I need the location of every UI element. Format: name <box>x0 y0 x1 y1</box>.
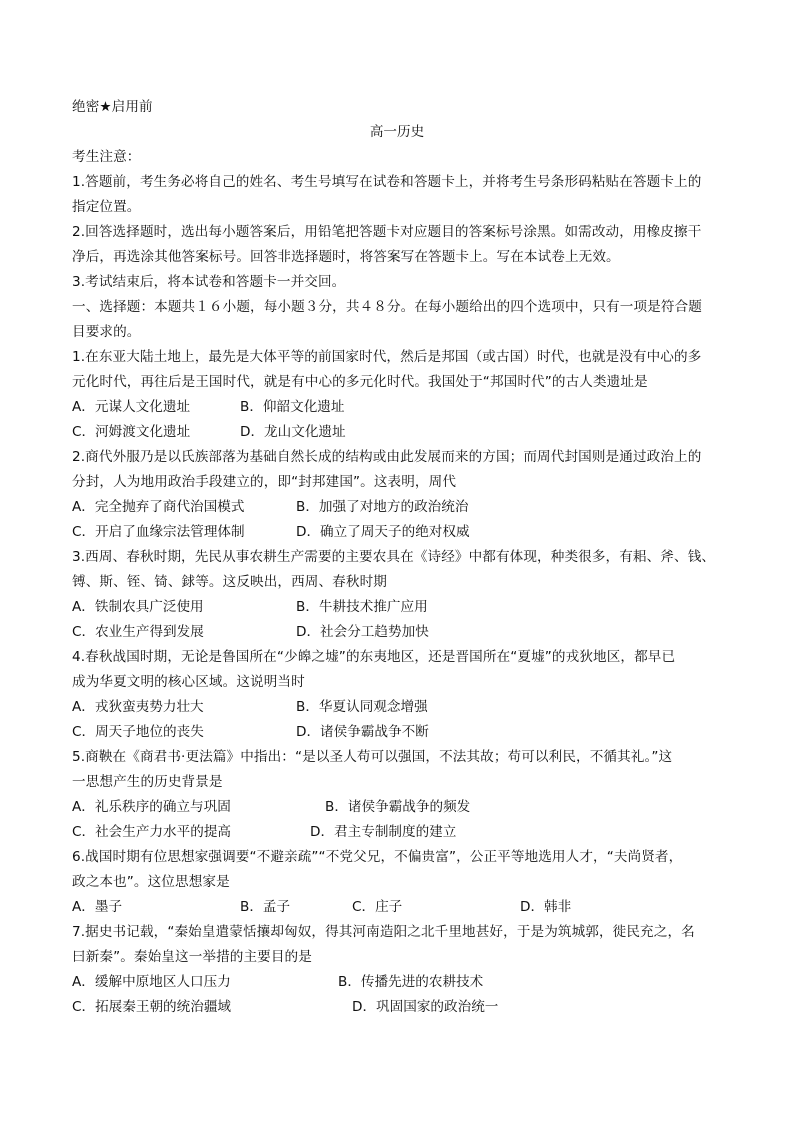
section-heading-line-1: 一、选择题：本题共１６小题，每小题３分，共４８分。在每小题给出的四个选项中，只有一项是符合题 <box>72 299 702 315</box>
page-title: 高一历史 <box>369 124 425 140</box>
question-5-option-c: C．社会生产力水平的提高 <box>72 824 232 840</box>
question-7-option-c: C．拓展秦王朝的统治疆域 <box>72 999 232 1015</box>
question-7-option-a: A．缓解中原地区人口压力 <box>72 974 231 990</box>
question-3-option-d: D．社会分工趋势加快 <box>296 624 429 640</box>
question-5-stem-line-1: 5.商鞅在《商君书·更法篇》中指出：“是以圣人苟可以强国，不法其故；苟可以利民，不循其礼。”这 <box>72 749 673 765</box>
notice-item-1-line-1: 1.答题前，考生务必将自己的姓名、考生号填写在试卷和答题卡上，并将考生号条形码粘贴在答题卡上的 <box>72 174 702 190</box>
question-7-stem-line-1: 7.据史书记载，“秦始皇遣蒙恬攘却匈奴，得其河南造阳之北千里地甚好，于是为筑城郭，徙民充之，名 <box>72 924 695 940</box>
notice-item-1-line-2: 指定位置。 <box>72 199 141 215</box>
question-2-stem-line-1: 2.商代外服乃是以氏族部落为基础自然长成的结构或由此发展而来的方国；而周代封国则是通过政治上的 <box>72 449 702 465</box>
question-6-option-a: A．墨子 <box>72 899 123 915</box>
question-2-option-b: B．加强了对地方的政治统治 <box>296 499 469 515</box>
question-3-option-c: C．农业生产得到发展 <box>72 624 204 640</box>
question-6-option-d: D．韩非 <box>520 899 572 915</box>
notice-item-2-line-2: 净后，再选涂其他答案标号。回答非选择题时，将答案写在答题卡上。写在本试卷上无效。 <box>72 249 620 265</box>
question-3-stem-line-1: 3.西周、春秋时期，先民从事农耕生产需要的主要农具在《诗经》中都有体现，种类很多，有耜、斧、钱、 <box>72 549 716 565</box>
question-6-stem-line-1: 6.战国时期有位思想家强调要“不避亲疏”“不党父兄，不偏贵富”，公正平等地选用人才，“夫尚贤者， <box>72 849 683 865</box>
question-7-option-b: B．传播先进的农耕技术 <box>338 974 484 990</box>
section-heading-line-2: 目要求的。 <box>72 324 141 340</box>
question-7-option-d: D．巩固国家的政治统一 <box>352 999 499 1015</box>
notice-item-3: 3.考试结束后，将本试卷和答题卡一并交回。 <box>72 274 346 290</box>
question-5-option-b: B．诸侯争霸战争的频发 <box>325 799 471 815</box>
question-1-stem-line-1: 1.在东亚大陆土地上，最先是大体平等的前国家时代，然后是邦国（或古国）时代，也就是没有中心的多 <box>72 349 702 365</box>
secret-label: 绝密★启用前 <box>72 99 153 115</box>
question-4-option-b: B．华夏认同观念增强 <box>296 699 428 715</box>
question-4-option-d: D．诸侯争霸战争不断 <box>296 724 429 740</box>
question-3-stem-line-2: 镈、斯、铚、锜、銶等。这反映出，西周、春秋时期 <box>72 574 387 590</box>
question-2-stem-line-2: 分封，人为地用政治手段建立的，即“封邦建国”。这表明，周代 <box>72 474 457 490</box>
question-7-stem-line-2: 曰新秦”。秦始皇这一举措的主要目的是 <box>72 949 312 965</box>
question-2-option-d: D．确立了周天子的绝对权威 <box>296 524 470 540</box>
question-5-stem-line-2: 一思想产生的历史背景是 <box>72 774 223 790</box>
question-4-stem-line-1: 4.春秋战国时期，无论是鲁国所在“少皞之墟”的东夷地区，还是晋国所在“夏墟”的戎狄地区，都早已 <box>72 649 676 665</box>
question-4-stem-line-2: 成为华夏文明的核心区域。这说明当时 <box>72 674 305 690</box>
question-1-stem-line-2: 元化时代，再往后是王国时代，就是有中心的多元化时代。我国处于“邦国时代”的古人类遗址是 <box>72 374 648 390</box>
question-1-option-c: C．河姆渡文化遗址 <box>72 424 191 440</box>
question-5-option-a: A．礼乐秩序的确立与巩固 <box>72 799 231 815</box>
question-6-option-c: C．庄子 <box>352 899 403 915</box>
question-2-option-a: A．完全抛弃了商代治国模式 <box>72 499 245 515</box>
question-3-option-a: A．铁制农具广泛使用 <box>72 599 204 615</box>
question-3-option-b: B．牛耕技术推广应用 <box>296 599 428 615</box>
question-5-option-d: D．君主专制制度的建立 <box>310 824 457 840</box>
question-2-option-c: C．开启了血缘宗法管理体制 <box>72 524 245 540</box>
notice-heading: 考生注意： <box>72 149 141 165</box>
question-4-option-c: C．周天子地位的丧失 <box>72 724 204 740</box>
question-1-option-a: A．元谋人文化遗址 <box>72 399 191 415</box>
question-6-option-b: B．孟子 <box>240 899 291 915</box>
notice-item-2-line-1: 2.回答选择题时，选出每小题答案后，用铅笔把答题卡对应题目的答案标号涂黑。如需改动，用橡皮擦干 <box>72 224 702 240</box>
question-6-stem-line-2: 政之本也”。这位思想家是 <box>72 874 230 890</box>
question-1-option-b: B．仰韶文化遗址 <box>240 399 345 415</box>
question-1-option-d: D．龙山文化遗址 <box>240 424 346 440</box>
question-4-option-a: A．戎狄蛮夷势力壮大 <box>72 699 204 715</box>
